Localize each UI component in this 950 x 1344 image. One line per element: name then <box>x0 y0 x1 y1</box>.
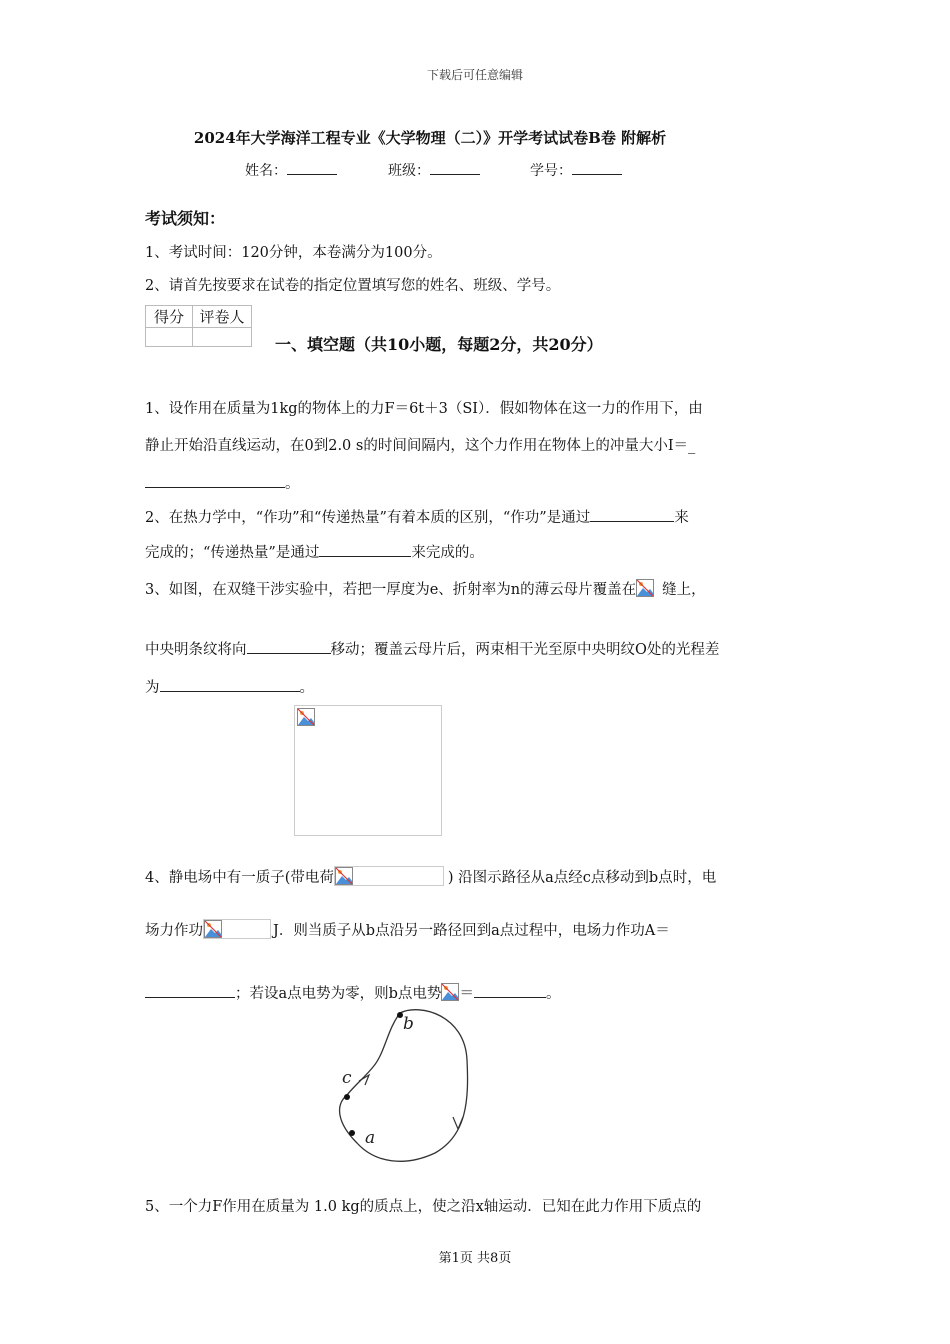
q2-line-1 <box>145 506 689 527</box>
q3-line-2-end: 移动；覆盖云母片后，两束相干光至原中央明纹O处的光程差 <box>330 642 720 658</box>
class-label: 班级： <box>388 163 430 179</box>
label-b: b <box>403 1014 414 1034</box>
id-field <box>530 160 622 180</box>
q3-line-2-text: 中央明条纹将向 <box>145 642 247 658</box>
class-field <box>388 160 480 180</box>
q4-blank-1 <box>145 983 235 998</box>
class-blank <box>430 160 480 175</box>
q4-line-2-end: J．则当质子从b点沿另一路径回到a点过程中，电场力作功A＝ <box>273 923 670 939</box>
q1-answer-blank <box>145 473 285 488</box>
label-a: a <box>365 1128 376 1148</box>
q4-line-1-end: ) 沿图示路径从a点经c点移动到b点时，电 <box>447 870 717 886</box>
q2-line-2 <box>145 541 484 562</box>
label-c: c <box>342 1068 352 1088</box>
name-field <box>245 160 337 180</box>
score-cell <box>146 328 193 347</box>
q3-blank-1 <box>247 639 331 654</box>
notice-heading: 考试须知： <box>145 209 226 228</box>
id-label: 学号： <box>530 163 572 179</box>
q4-line-2 <box>145 919 670 940</box>
q1-line-3 <box>145 472 300 493</box>
q1-line-2: 静止开始沿直线运动，在0到2.0 s的时间间隔内，这个力作用在物体上的冲量大小I＝_ <box>145 438 696 454</box>
q5-line-1: 5、一个力F作用在质量为 1.0 kg的质点上，使之沿x轴运动．已知在此力作用下质点的 <box>145 1199 702 1215</box>
q2-line-2-text: 完成的；“传递热量”是通过 <box>145 545 320 561</box>
q1-line-1: 1、设作用在质量为1kg的物体上的力F＝6t＋3（SI）．假如物体在这一力的作用下，由 <box>145 401 703 417</box>
q3-blank-2 <box>160 677 300 692</box>
broken-image-icon <box>441 983 459 1001</box>
notice-item-2: 2、请首先按要求在试卷的指定位置填写您的姓名、班级、学号。 <box>145 278 561 294</box>
id-blank <box>572 160 622 175</box>
q3-line-1 <box>145 578 706 599</box>
page-footer: 第1页 共8页 <box>438 1251 512 1266</box>
q2-blank-2 <box>319 542 411 557</box>
q1-line-3-end: 。 <box>285 476 300 492</box>
q3-line-2 <box>145 638 719 659</box>
q2-blank-1 <box>590 507 674 522</box>
grader-header: 评卷人 <box>193 306 252 328</box>
q2-line-1-text: 2、在热力学中，“作功”和“传递热量”有着本质的区别，“作功”是通过 <box>145 510 591 526</box>
q4-charge-image <box>334 866 444 886</box>
q3-figure-placeholder <box>294 705 442 836</box>
q4-work-image <box>203 919 271 939</box>
exam-title: 2024年大学海洋工程专业《大学物理（二）》开学考试试卷B卷 附解析 <box>193 129 667 147</box>
q3-line-3-end: 。 <box>299 680 314 696</box>
broken-image-icon <box>297 708 315 730</box>
point-a <box>349 1130 355 1136</box>
q3-line-1-text: 3、如图，在双缝干涉实验中，若把一厚度为e、折射率为n的薄云母片覆盖在 <box>145 582 637 598</box>
q3-line-3 <box>145 676 314 697</box>
q4-equals: ＝ <box>459 986 474 1002</box>
q4-line-2-text: 场力作功 <box>145 923 203 939</box>
q4-blank-2 <box>474 983 546 998</box>
q4-line-3 <box>145 982 560 1003</box>
point-c <box>344 1094 350 1100</box>
q4-line-3-text: ；若设a点电势为零，则b点电势 <box>235 986 442 1002</box>
q4-line-3-end: 。 <box>545 986 561 1002</box>
name-label: 姓名： <box>245 163 287 179</box>
q3-line-3-text: 为 <box>145 680 160 696</box>
section-heading: 一、填空题（共10小题，每题2分，共20分） <box>275 335 603 354</box>
score-header: 得分 <box>146 306 193 328</box>
score-table <box>145 305 252 347</box>
name-blank <box>287 160 337 175</box>
q2-line-2-end: 来完成的。 <box>411 545 484 561</box>
q3-line-1-end: 缝上， <box>662 582 706 598</box>
q4-line-1-text: 4、静电场中有一质子(带电荷 <box>145 870 334 886</box>
notice-item-1: 1、考试时间：120分钟，本卷满分为100分。 <box>145 245 442 261</box>
q4-line-1 <box>145 866 716 887</box>
page-header: 下载后可任意编辑 <box>426 68 523 82</box>
broken-image-icon <box>636 579 654 597</box>
q2-line-1-end: 来 <box>674 510 689 526</box>
path-diagram <box>325 1005 475 1165</box>
grader-cell <box>193 328 252 347</box>
